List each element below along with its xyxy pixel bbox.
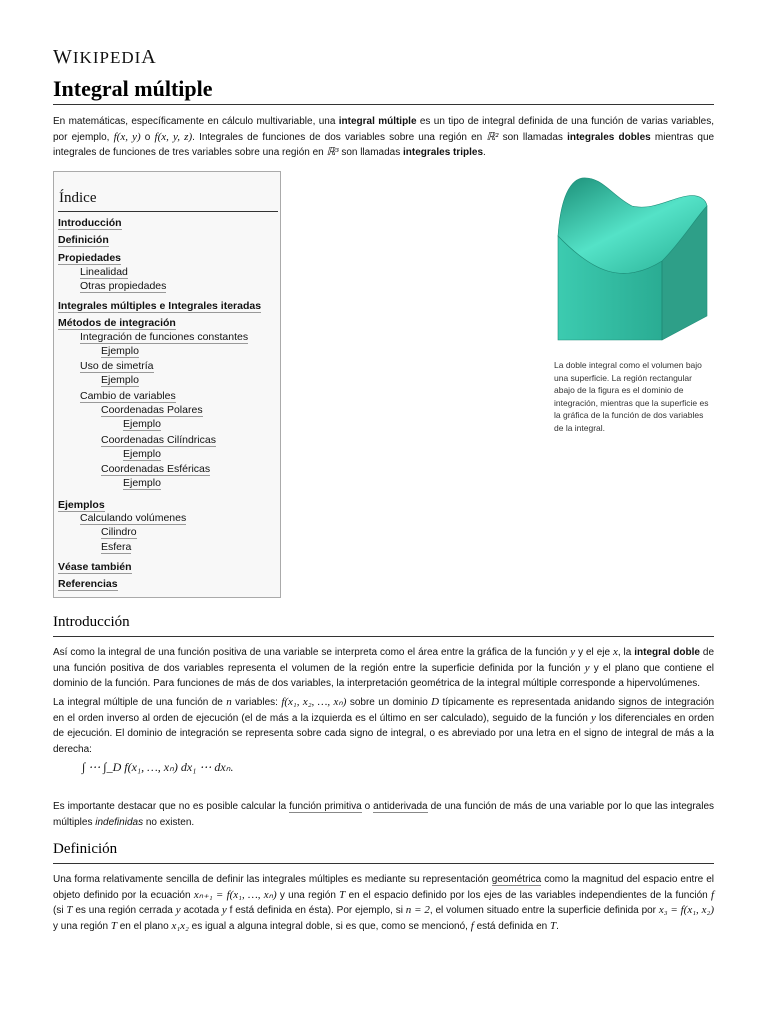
toc-item-ejemplos[interactable]: Ejemplos [58, 499, 105, 511]
toc-item-esfera[interactable]: Esfera [101, 541, 132, 553]
intro-section-paragraph-1: Así como la integral de una función positiva de una variable se interpreta como el área entre la gráfica de la función y y el eje x, la integral doble de una función positiva de dos variables representa el volumen de la región entre la superficie definida por la función y y el plano que contiene el dominio de la función. Para funciones de más de dos variables, la interpretación geométrica de la integral múltiple corresponde a hipervolúmenes. [53, 646, 715, 689]
toc-item-simetria[interactable]: Uso de simetría [80, 360, 154, 372]
toc-title: Índice [59, 190, 97, 206]
toc-item-ejemplo[interactable]: Ejemplo [101, 345, 139, 357]
intro-section-paragraph-3: Es importante destacar que no es posible calcular la función primitiva o antiderivada de una función de más de una variable por lo que las integrales múltiples indefinidas no existen. [53, 801, 715, 828]
toc-item-definicion[interactable]: Definición [58, 234, 109, 246]
section-heading-definicion: Definición [53, 841, 118, 857]
intro-section-paragraph-2: La integral múltiple de una función de n variables: f(x₁, x₂, …, xₙ) sobre un dominio D típicamente es representada anidando signos de integración en el orden inverso al orden de ejecución (el de más a la izquierda es el último en ser calculado), seguido de la función y los diferenciales en orden de ejecución. El dominio de integración se representa sobre cada signo de integral, o es abreviado por una letra en el signo de integral de más a la derecha: [53, 696, 715, 755]
toc-item-cambio-variables[interactable]: Cambio de variables [80, 390, 176, 402]
toc-item-volumenes[interactable]: Calculando volúmenes [80, 512, 187, 524]
toc-item-otras-propiedades[interactable]: Otras propiedades [80, 280, 167, 292]
toc-item-linealidad[interactable]: Linealidad [80, 266, 128, 278]
title-divider [53, 104, 714, 105]
toc-item-ejemplo[interactable]: Ejemplo [123, 418, 161, 430]
toc-item-esfericas[interactable]: Coordenadas Esféricas [101, 463, 211, 475]
section-heading-introduccion: Introducción [53, 614, 130, 630]
section-divider [53, 636, 714, 637]
toc-item-vease-tambien[interactable]: Véase también [58, 561, 132, 573]
link-signos-integracion[interactable]: signos de integración [618, 697, 715, 708]
toc-item-ejemplo[interactable]: Ejemplo [101, 374, 139, 386]
link-geometrica[interactable]: geométrica [491, 874, 542, 885]
multiple-integral-formula: ∫ ⋯ ∫_D f(x₁, …, xₙ) dx₁ ⋯ dxₙ. [82, 760, 234, 774]
figure-caption: La doble integral como el volumen bajo una superficie. La región rectangular abajo de la figura es el dominio de integración, mientras que la superficie es la gráfica de la función de dos variables de la integral. [554, 360, 709, 433]
toc-item-propiedades[interactable]: Propiedades [58, 252, 122, 264]
toc-item-metodos[interactable]: Métodos de integración [58, 317, 176, 329]
intro-paragraph: En matemáticas, específicamente en cálculo multivariable, una integral múltiple es un tipo de integral definida de una función de varias variables, por ejemplo, f(x, y) o f(x, y, z). Integrales de funciones de dos variables sobre una región en ℝ² son llamadas integrales dobles mientras que integrales de funciones de tres variables sobre una región en ℝ³ son llamadas integrales triples. [53, 116, 715, 158]
double-integral-volume-figure [552, 176, 712, 346]
link-funcion-primitiva[interactable]: función primitiva [289, 801, 362, 812]
toc-item-polares[interactable]: Coordenadas Polares [101, 404, 203, 416]
toc-divider [58, 211, 278, 212]
toc-item-funciones-constantes[interactable]: Integración de funciones constantes [80, 331, 249, 343]
toc-item-cilindricas[interactable]: Coordenadas Cilíndricas [101, 434, 216, 446]
toc-item-ejemplo[interactable]: Ejemplo [123, 448, 161, 460]
toc-item-integrales-iteradas[interactable]: Integrales múltiples e Integrales iteradas [58, 300, 262, 312]
page-title: Integral múltiple [53, 76, 213, 101]
wikipedia-wordmark: WIKIPEDIA [53, 46, 157, 68]
toc-item-ejemplo[interactable]: Ejemplo [123, 477, 161, 489]
toc-item-introduccion[interactable]: Introducción [58, 217, 122, 229]
definition-paragraph: Una forma relativamente sencilla de definir las integrales múltiples es mediante su representación geométrica como la magnitud del espacio entre el objeto definido por la ecuación xₙ₊₁ = f(x₁, …, xₙ) y una región T en el espacio definido por los ejes de las variables independientes de la función f (si T es una región cerrada y acotada y f está definida en ésta). Por ejemplo, si n = 2, el volumen situado entre la superficie definida por x₃ = f(x₁, x₂) y una región T en el plano x₁x₂ es igual a alguna integral doble, si es que, como se mencionó, f está definida en T. [53, 874, 715, 932]
toc-item-referencias[interactable]: Referencias [58, 578, 118, 590]
toc-item-cilindro[interactable]: Cilindro [101, 526, 137, 538]
section-divider [53, 863, 714, 864]
table-of-contents [53, 171, 281, 598]
link-antiderivada[interactable]: antiderivada [373, 801, 428, 812]
